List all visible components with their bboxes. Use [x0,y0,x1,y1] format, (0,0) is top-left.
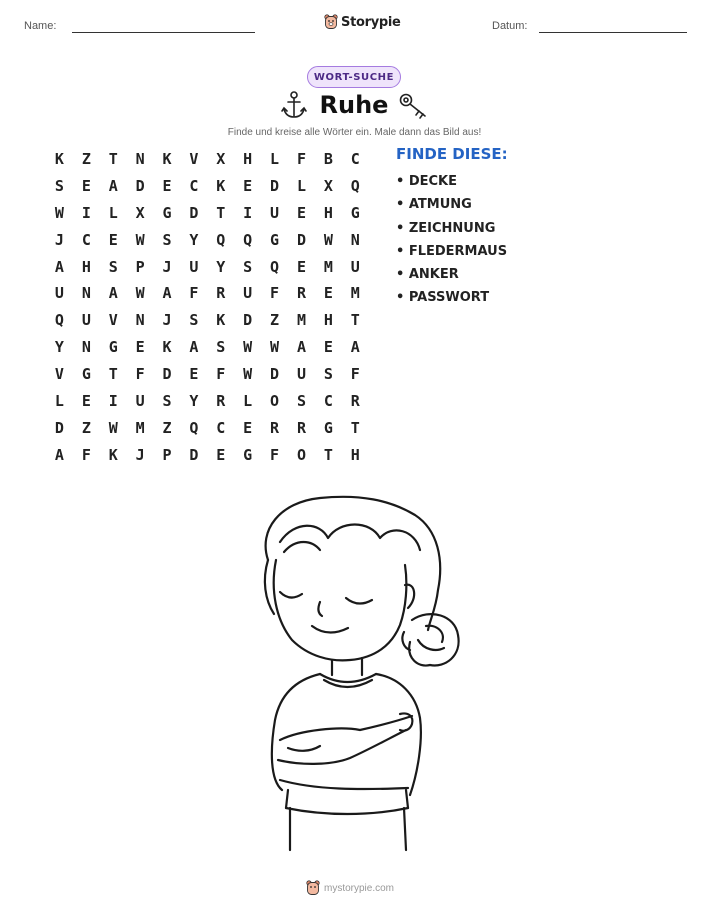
grid-cell[interactable]: D [54,418,64,437]
grid-cell[interactable]: F [270,284,280,303]
grid-cell[interactable]: B [323,150,333,168]
footer-url[interactable]: mystorypie.com [324,882,395,894]
grid-cell[interactable]: V [108,311,118,330]
word-search-grid[interactable] [46,146,369,469]
grid-cell[interactable]: S [108,257,118,276]
grid-cell[interactable]: P [135,257,145,276]
storypie-logo [324,14,401,30]
grid-cell[interactable]: L [108,203,118,222]
word-list-item: • FLEDERMAUS [396,243,508,259]
grid-cell[interactable]: Z [162,418,172,437]
grid-cell[interactable]: Y [189,392,199,411]
grid-cell[interactable]: T [108,365,118,384]
grid-cell[interactable]: H [243,150,253,168]
grid-cell[interactable]: W [54,203,64,222]
grid-cell[interactable]: Z [270,311,280,330]
grid-row [46,334,369,361]
key-icon [398,92,430,120]
grid-cell[interactable]: O [270,392,280,411]
word-list-item: • PASSWORT [396,290,490,306]
grid-cell[interactable]: E [108,230,118,249]
grid-row [46,388,369,415]
grid-cell[interactable]: R [296,284,306,303]
grid-cell[interactable]: L [296,176,306,195]
grid-cell[interactable]: I [81,203,91,222]
grid-cell[interactable]: S [162,230,172,249]
grid-cell[interactable]: E [243,176,253,195]
grid-cell[interactable]: E [81,392,91,411]
grid-cell[interactable]: R [350,392,360,411]
grid-cell[interactable]: T [216,203,226,222]
grid-cell[interactable]: A [162,284,172,303]
grid-cell[interactable]: T [323,445,333,464]
grid-cell[interactable]: S [189,311,199,330]
grid-cell[interactable]: S [323,365,333,384]
page-title: Ruhe [319,91,389,119]
grid-cell[interactable]: Y [189,230,199,249]
name-line[interactable] [72,32,255,33]
storypie-bear-icon [306,880,320,896]
grid-cell[interactable]: R [216,284,226,303]
grid-cell[interactable]: G [350,203,360,222]
grid-cell[interactable]: A [108,176,118,195]
grid-cell[interactable]: W [243,338,253,357]
grid-cell[interactable]: F [350,365,360,384]
grid-cell[interactable]: E [216,445,226,464]
grid-cell[interactable]: S [216,338,226,357]
grid-cell[interactable]: X [216,150,226,168]
grid-cell[interactable]: C [323,392,333,411]
grid-cell[interactable]: D [243,311,253,330]
grid-cell[interactable]: Y [54,338,64,357]
grid-cell[interactable]: C [189,176,199,195]
grid-cell[interactable]: Q [54,311,64,330]
grid-cell[interactable]: J [162,311,172,330]
grid-row [46,200,369,227]
grid-cell[interactable]: K [108,445,118,464]
grid-cell[interactable]: N [135,311,145,330]
grid-cell[interactable]: M [296,311,306,330]
grid-cell[interactable]: Z [81,150,91,168]
grid-cell[interactable]: Q [350,176,360,195]
grid-cell[interactable]: G [323,418,333,437]
grid-cell[interactable]: J [54,230,64,249]
grid-cell[interactable]: M [323,257,333,276]
grid-cell[interactable]: C [81,230,91,249]
grid-row [46,307,369,334]
grid-cell[interactable]: C [216,418,226,437]
grid-cell[interactable]: E [135,338,145,357]
grid-cell[interactable]: U [189,257,199,276]
grid-cell[interactable]: F [189,284,199,303]
grid-cell[interactable]: J [162,257,172,276]
storypie-bear-icon [324,14,338,30]
grid-cell[interactable]: F [270,445,280,464]
grid-cell[interactable]: N [350,230,360,249]
grid-row [46,442,369,469]
grid-cell[interactable]: G [108,338,118,357]
grid-cell[interactable]: M [135,418,145,437]
grid-cell[interactable]: D [270,365,280,384]
name-label: Name: [24,20,57,32]
grid-cell[interactable]: R [216,392,226,411]
grid-cell[interactable]: V [189,150,199,168]
grid-cell[interactable]: D [270,176,280,195]
grid-cell[interactable]: W [323,230,333,249]
grid-cell[interactable]: R [296,418,306,437]
grid-cell[interactable]: G [270,230,280,249]
grid-cell[interactable]: W [243,365,253,384]
grid-cell[interactable]: U [81,311,91,330]
grid-row [46,280,369,307]
grid-row [46,415,369,442]
grid-cell[interactable]: U [135,392,145,411]
grid-cell[interactable]: V [54,365,64,384]
grid-cell[interactable]: E [162,176,172,195]
grid-row [46,227,369,254]
grid-cell[interactable]: H [323,203,333,222]
grid-row [46,254,369,281]
grid-cell[interactable]: A [54,445,64,464]
word-list-item: • ATMUNG [396,197,472,213]
grid-cell[interactable]: E [81,176,91,195]
grid-cell[interactable]: W [135,230,145,249]
grid-cell[interactable]: H [350,445,360,464]
grid-cell[interactable]: E [296,257,306,276]
grid-cell[interactable]: G [243,445,253,464]
grid-cell[interactable]: E [243,418,253,437]
grid-cell[interactable]: K [162,338,172,357]
grid-cell[interactable]: W [270,338,280,357]
grid-cell[interactable]: D [296,230,306,249]
grid-cell[interactable]: F [296,150,306,168]
calm-girl-crossed-arms-illustration [240,490,480,855]
grid-cell[interactable]: H [323,311,333,330]
grid-cell[interactable]: Q [216,230,226,249]
grid-cell[interactable]: Q [270,257,280,276]
grid-cell[interactable]: U [270,203,280,222]
grid-cell[interactable]: U [54,284,64,303]
grid-cell[interactable]: O [296,445,306,464]
grid-cell[interactable]: S [162,392,172,411]
grid-row [46,146,369,173]
grid-cell[interactable]: K [216,311,226,330]
grid-cell[interactable]: H [81,257,91,276]
grid-cell[interactable]: Q [189,418,199,437]
anchor-icon [280,90,308,120]
grid-cell[interactable]: G [162,203,172,222]
grid-cell[interactable]: M [350,284,360,303]
grid-cell[interactable]: E [323,338,333,357]
grid-cell[interactable]: N [81,338,91,357]
grid-cell[interactable]: U [296,365,306,384]
grid-cell[interactable]: E [296,203,306,222]
grid-cell[interactable]: Y [216,257,226,276]
grid-cell[interactable]: L [270,150,280,168]
find-these-heading: FINDE DIESE: [396,145,508,163]
grid-cell[interactable]: X [323,176,333,195]
grid-cell[interactable]: L [243,392,253,411]
grid-cell[interactable]: X [135,203,145,222]
word-list [396,170,507,310]
grid-cell[interactable]: I [243,203,253,222]
grid-cell[interactable]: D [189,445,199,464]
grid-cell[interactable]: R [270,418,280,437]
grid-cell[interactable]: N [81,284,91,303]
grid-cell[interactable]: D [135,176,145,195]
grid-row [46,173,369,200]
grid-cell[interactable]: D [189,203,199,222]
grid-cell[interactable]: W [135,284,145,303]
grid-cell[interactable]: C [350,150,360,168]
grid-cell[interactable]: U [243,284,253,303]
date-line[interactable] [539,32,687,33]
grid-cell[interactable]: E [189,365,199,384]
grid-cell[interactable]: F [81,445,91,464]
word-list-item: • ZEICHNUNG [396,220,496,236]
grid-cell[interactable]: A [54,257,64,276]
word-list-item: • DECKE [396,174,458,189]
grid-cell[interactable]: F [216,365,226,384]
word-search-badge: WORT-SUCHE [307,66,401,88]
grid-cell[interactable]: K [162,150,172,168]
grid-cell[interactable]: L [54,392,64,411]
grid-cell[interactable]: T [350,311,360,330]
grid-cell[interactable]: S [243,257,253,276]
grid-cell[interactable]: W [108,418,118,437]
grid-cell[interactable]: K [54,150,64,168]
grid-cell[interactable]: A [108,284,118,303]
grid-cell[interactable]: S [54,176,64,195]
grid-cell[interactable]: D [162,365,172,384]
grid-cell[interactable]: P [162,445,172,464]
grid-cell[interactable]: T [108,150,118,168]
instruction-text: Finde und kreise alle Wörter ein. Male dann das Bild aus! [227,127,482,138]
grid-cell[interactable]: A [189,338,199,357]
grid-cell[interactable]: U [350,257,360,276]
grid-cell[interactable]: A [350,338,360,357]
grid-cell[interactable]: F [135,365,145,384]
grid-cell[interactable]: A [296,338,306,357]
date-label: Datum: [492,20,528,32]
grid-cell[interactable]: N [135,150,145,168]
grid-cell[interactable]: Q [243,230,253,249]
grid-cell[interactable]: T [350,418,360,437]
grid-cell[interactable]: G [81,365,91,384]
grid-row [46,361,369,388]
grid-cell[interactable]: J [135,445,145,464]
grid-cell[interactable]: K [216,176,226,195]
grid-cell[interactable]: E [323,284,333,303]
grid-cell[interactable]: Z [81,418,91,437]
grid-cell[interactable]: I [108,392,118,411]
footer [306,880,394,896]
word-list-item: • ANKER [396,267,459,283]
logo-text: Storypie [341,14,401,30]
grid-cell[interactable]: S [296,392,306,411]
